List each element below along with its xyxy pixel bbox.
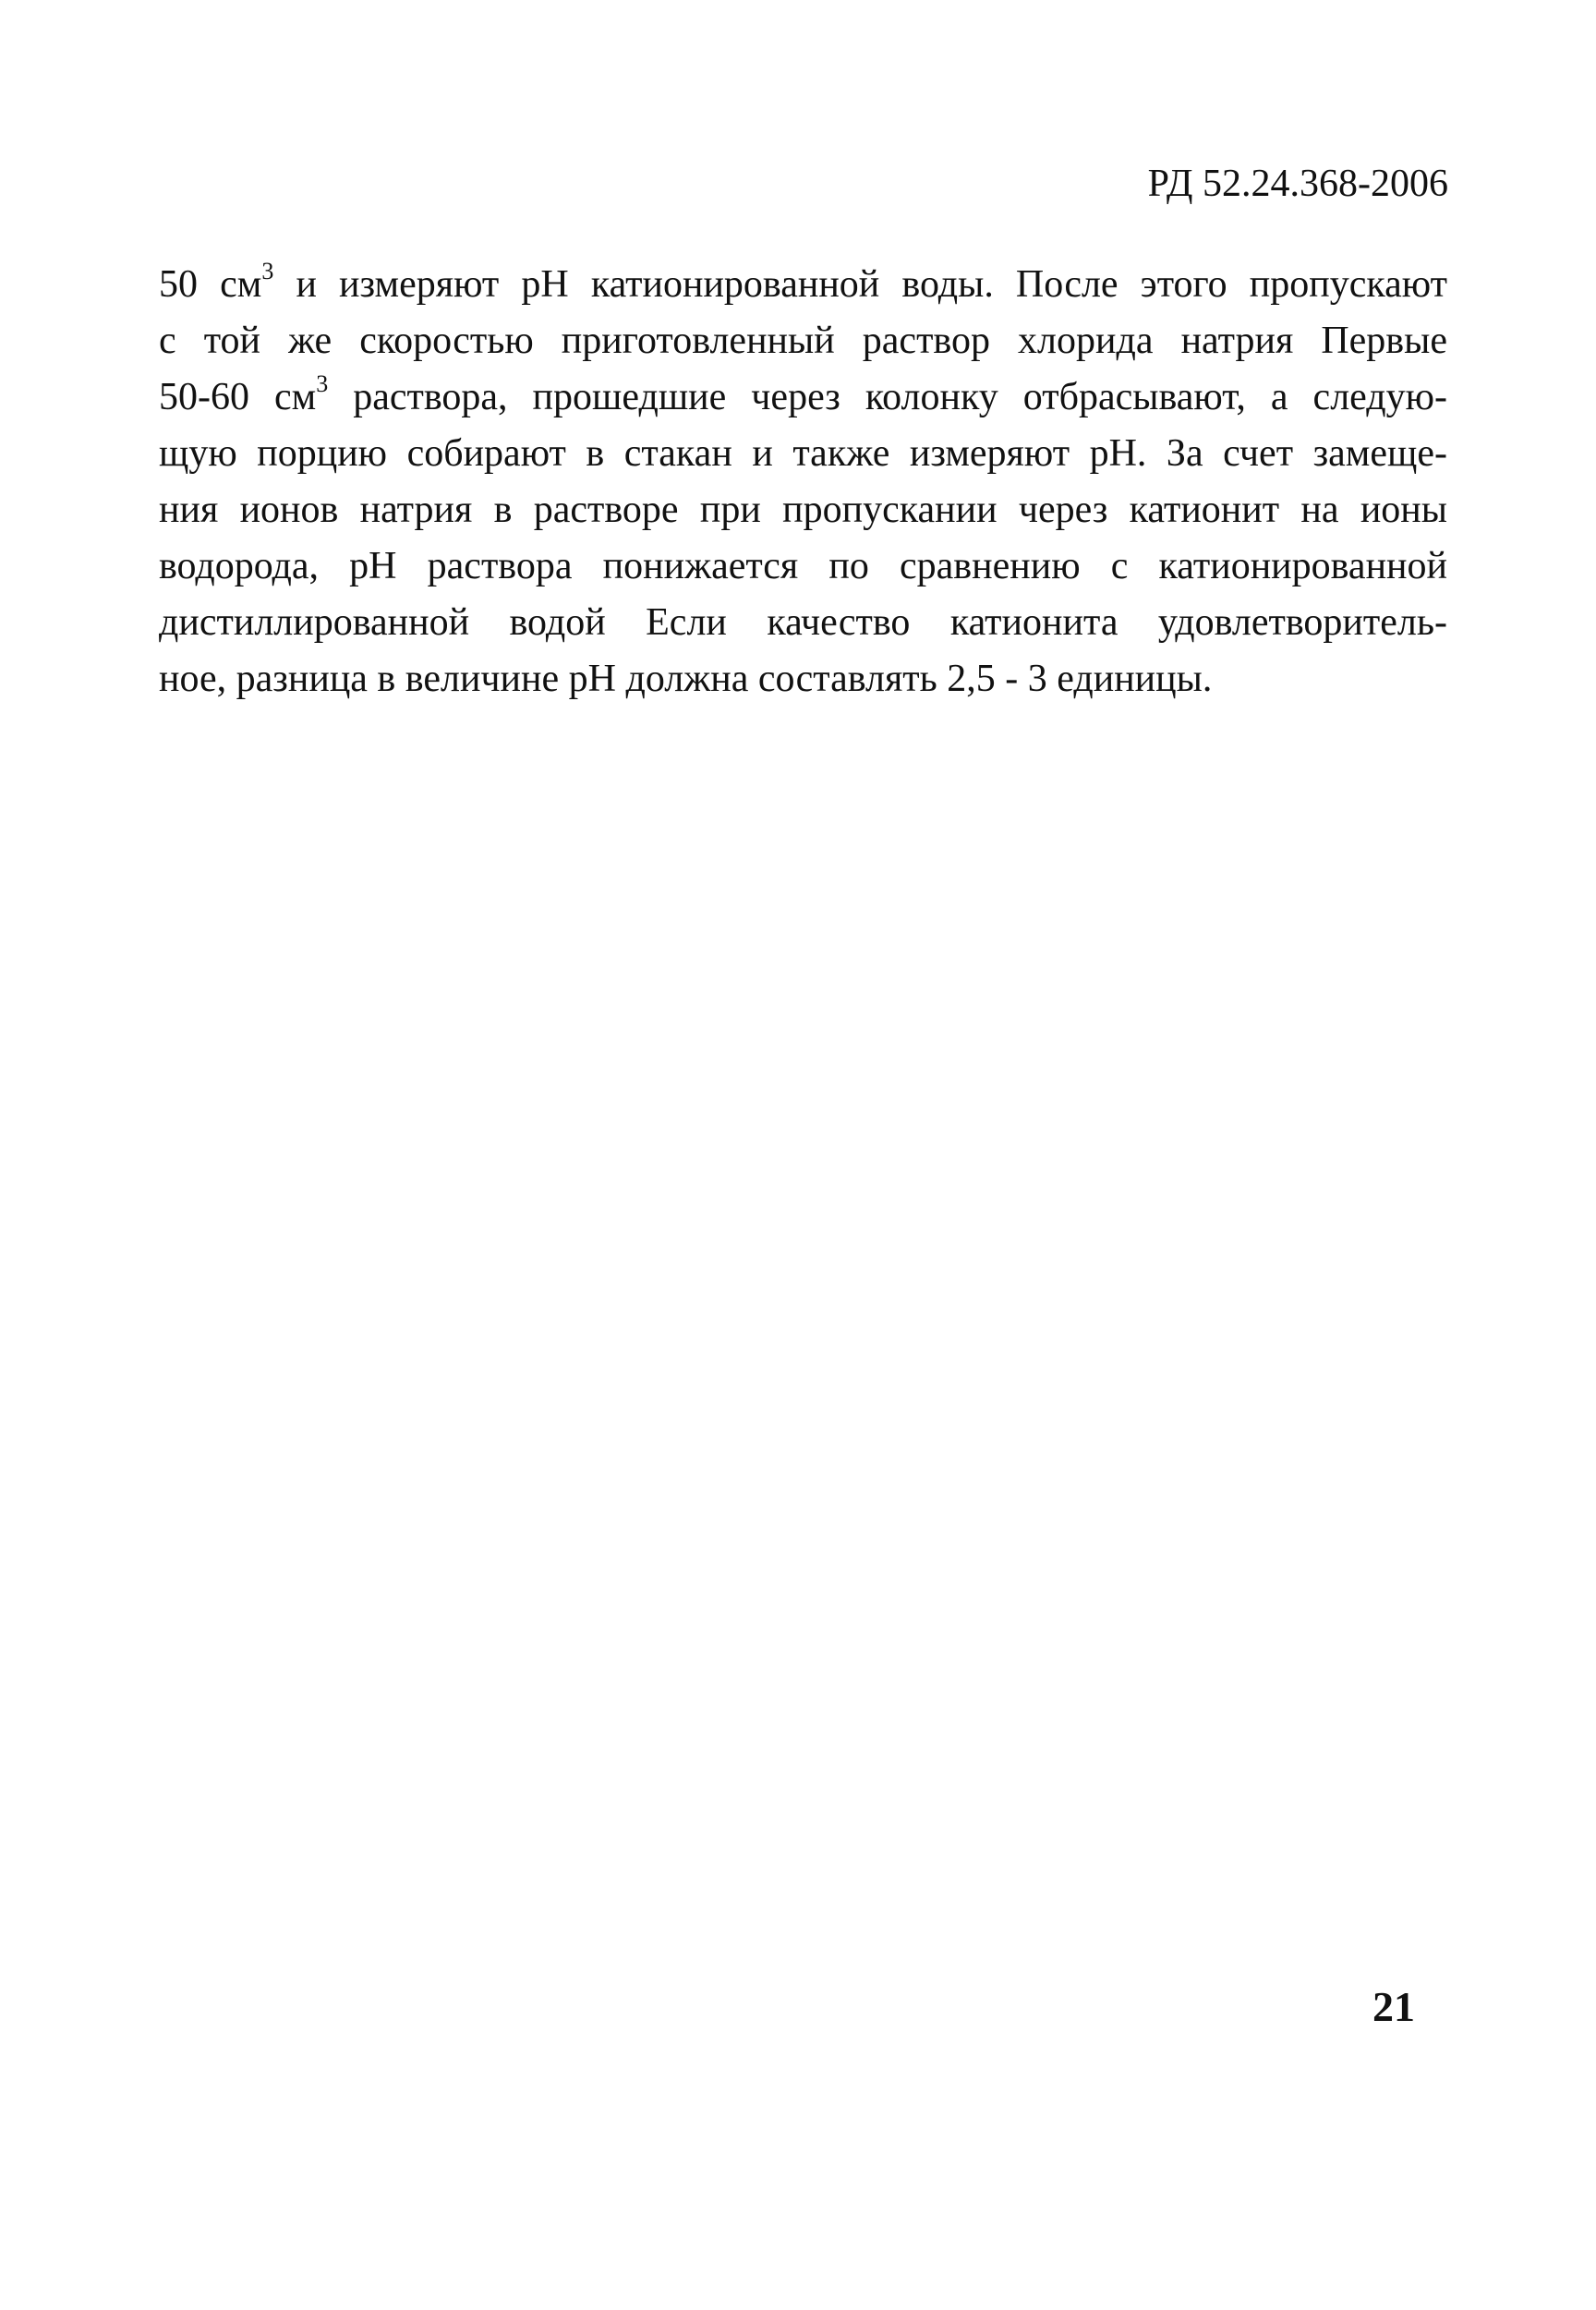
document-code: РД 52.24.368-2006 bbox=[1147, 163, 1448, 205]
text-fragment: 50 см bbox=[159, 263, 262, 306]
text-fragment: раствора, прошедшие через колонку отбрасывают, а следую- bbox=[328, 376, 1447, 418]
body-paragraph bbox=[159, 257, 1447, 708]
superscript: 3 bbox=[316, 370, 329, 397]
text-line-4: щую порцию собирают в стакан и также измеряют рН. За счет замеще- bbox=[159, 432, 1447, 475]
text-fragment: и измеряют рН катионированной воды. После этого пропускают bbox=[273, 263, 1447, 306]
text-line-3 bbox=[159, 369, 1447, 426]
text-line-8: ное, разница в величине рН должна составлять 2,5 - 3 единицы. bbox=[159, 658, 1213, 700]
superscript: 3 bbox=[261, 258, 274, 284]
text-fragment: 50-60 см bbox=[159, 376, 317, 418]
text-line-6: водорода, рН раствора понижается по сравнению с катионированной bbox=[159, 545, 1447, 587]
text-line-5: ния ионов натрия в растворе при пропускании через катионит на ионы bbox=[159, 489, 1447, 531]
text-line-7: дистиллированной водой Если качество катионита удовлетворитель- bbox=[159, 601, 1447, 644]
text-line-2: с той же скоростью приготовленный раствор хлорида натрия Первые bbox=[159, 320, 1447, 362]
text-line-1 bbox=[159, 257, 1447, 313]
page-number: 21 bbox=[1372, 1983, 1415, 2030]
